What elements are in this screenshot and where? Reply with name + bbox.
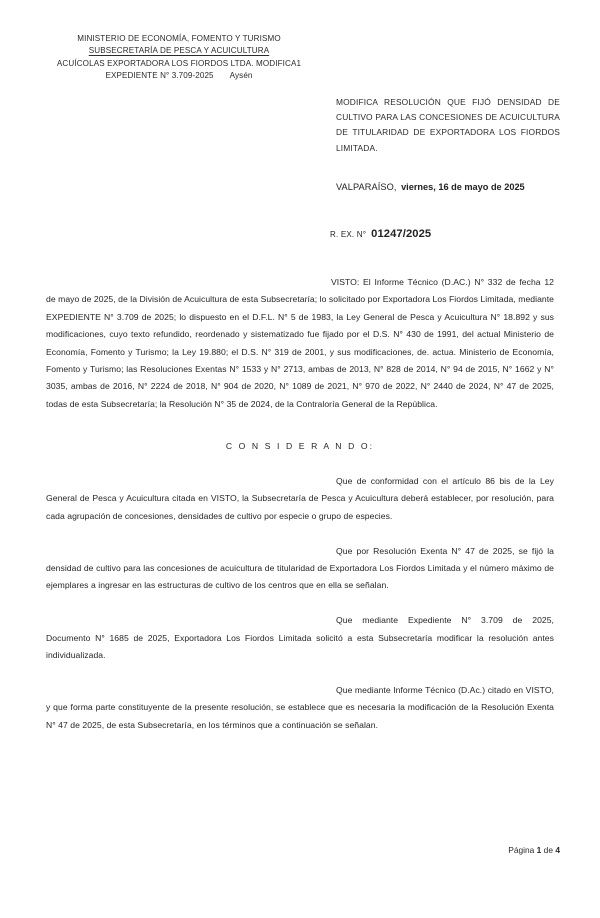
letterhead bbox=[38, 33, 320, 82]
footer-page-prefix: Página bbox=[508, 845, 537, 855]
letterhead-reference: ACUÍCOLAS EXPORTADORA LOS FIORDOS LTDA. MODIFICA1 bbox=[56, 58, 302, 68]
considerando-4-text: Que mediante Informe Técnico (D.Ac.) citado en VISTO, y que forma parte constituyente de la presente resolución, se establece que es necesaria la modificación de la Resolución Exenta N° 47 de 2025, de esta Subsecretaría, en los términos que a continuación se señalan. bbox=[46, 684, 554, 730]
paragraph-considerando-2 bbox=[46, 543, 554, 595]
letterhead-ministry: MINISTERIO DE ECONOMÍA, FOMENTO Y TURISMO bbox=[77, 34, 281, 43]
expediente-region: Aysén bbox=[229, 70, 253, 80]
considerando-3-text: Que mediante Expediente N° 3.709 de 2025, Documento N° 1685 de 2025, Exportadora Los Fiordos Limitada solicitó a esta Subsecretaría modificar la resolución antes individualizada. bbox=[46, 615, 554, 661]
footer-page-middle: de bbox=[541, 845, 556, 855]
paragraph-considerando-1 bbox=[46, 473, 554, 525]
body-spacer bbox=[46, 430, 554, 438]
expediente-number: EXPEDIENTE N° 3.709-2025 bbox=[105, 70, 214, 80]
place-and-date bbox=[336, 182, 525, 192]
letterhead-expediente bbox=[38, 70, 320, 82]
document-body bbox=[46, 274, 554, 751]
issue-date: viernes, 16 de mayo de 2025 bbox=[401, 182, 525, 192]
page-footer bbox=[0, 845, 560, 855]
resolution-number bbox=[330, 228, 431, 240]
paragraph-visto bbox=[46, 274, 554, 413]
place-city: VALPARAÍSO, bbox=[336, 182, 397, 192]
footer-page-total: 4 bbox=[555, 845, 560, 855]
resolution-number-value: 01247/2025 bbox=[371, 228, 432, 240]
subject-block: MODIFICA RESOLUCIÓN QUE FIJÓ DENSIDAD DE CULTIVO PARA LAS CONCESIONES DE ACUICULTURA DE TITULARIDAD DE EXPORTADORA LOS FIORDOS LIMITADA. bbox=[336, 97, 560, 153]
visto-text: VISTO: El Informe Técnico (D.AC.) N° 332 de fecha 12 de mayo de 2025, de la División de Acuicultura de esta Subsecretaría; lo solicitado por Exportadora Los Fiordos Limitada, mediante EXPEDIENTE N° 3.709 de 2025; lo dispuesto en el D.F.L. N° 5 de 1983, la Ley General de Pesca y Acuicultura N° 18.892 y sus modificaciones, cuyo texto refundido, reordenado y sistematizado fue fijado por el D.S. N° 430 de 1991, del actual Ministerio de Economía, Fomento y Turismo; la Ley 19.880; el D.S. N° 319 de 2001, y sus modificaciones, de. actua. Ministerio de Economía, Fomento y Turismo; las Resoluciones Exentas N° 1533 y N° 2713, ambas de 2013, N° 828 de 2014, N° 94 de 2015, N° 1662 y N° 3035, ambas de 2016, N° 2224 de 2018, N° 904 de 2020, N° 1089 de 2021, N° 970 de 2022, N° 2440 de 2024, N° 47 de 2025, todas de esta Subsecretaría; la Resolución N° 35 de 2024, de la Contraloría General de la República. bbox=[46, 277, 554, 409]
resolution-number-label: R. EX. N° bbox=[330, 230, 367, 239]
letterhead-subsecretary: SUBSECRETARÍA DE PESCA Y ACUICULTURA bbox=[88, 46, 270, 56]
paragraph-considerando-3 bbox=[46, 612, 554, 664]
considerando-heading: C O N S I D E R A N D O: bbox=[225, 441, 375, 452]
considerando-1-text: Que de conformidad con el artículo 86 bis de la Ley General de Pesca y Acuicultura citada en VISTO, la Subsecretaría de Pesca y Acuicultura deberá establecer, por resolución, para cada agrupación de concesiones, densidades de cultivo por especie o grupo de especies. bbox=[46, 476, 554, 521]
paragraph-considerando-4 bbox=[46, 682, 554, 734]
footer-page-current: 1 bbox=[536, 845, 542, 855]
considerando-2-text: Que por Resolución Exenta N° 47 de 2025, se fijó la densidad de cultivo para las concesiones de acuicultura de titularidad de Exportadora Los Fiordos Limitada y el número máximo de ejemplares a ingresar en las estructuras de cultivo de los centros que en ella se señalan. bbox=[46, 545, 554, 591]
